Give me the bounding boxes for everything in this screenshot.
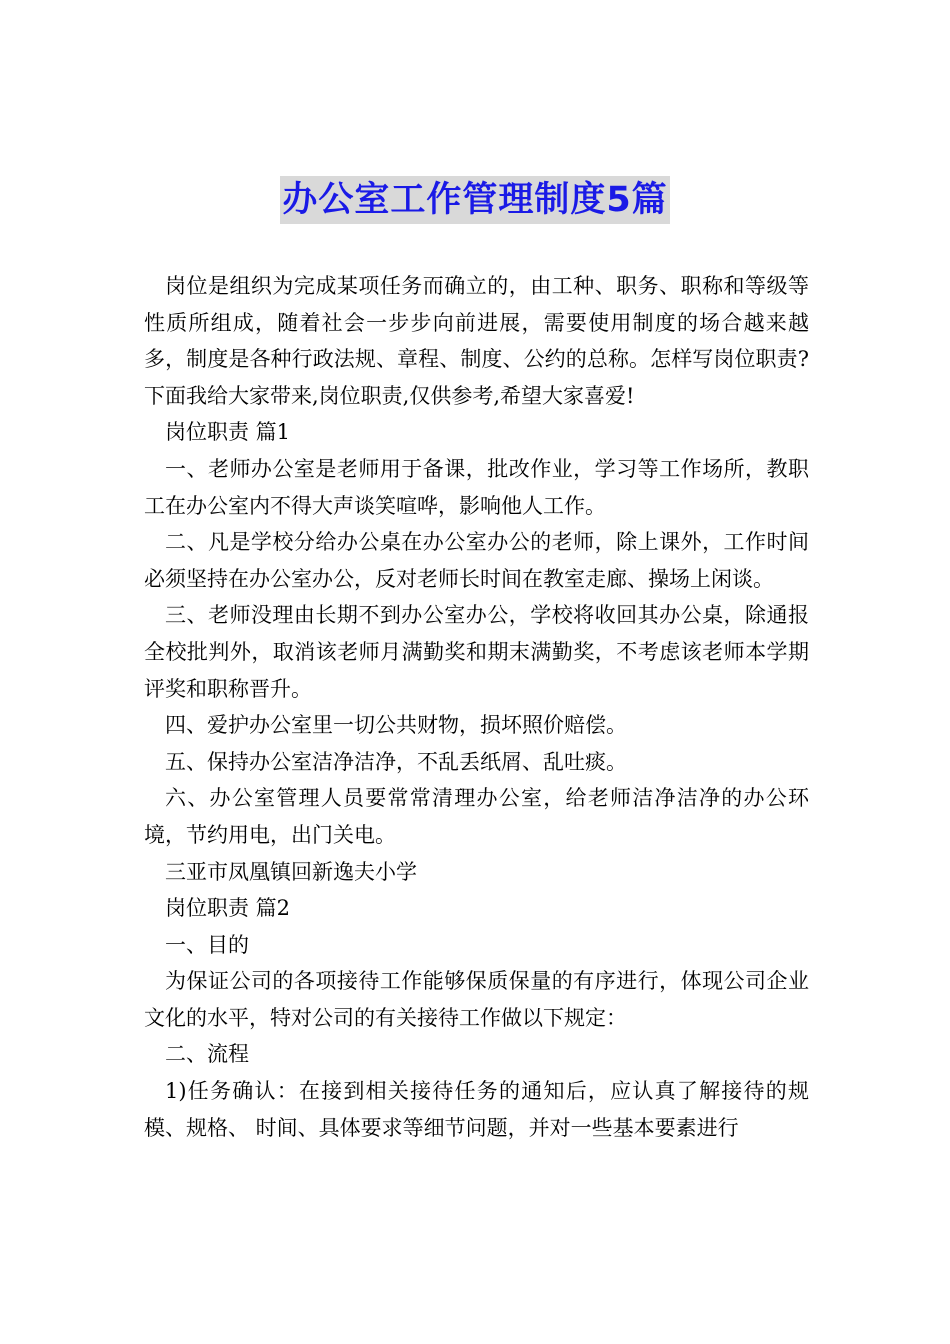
rule-paragraph: 五、保持办公室洁净洁净，不乱丢纸屑、乱吐痰。 [165, 749, 627, 774]
rule-paragraph: 二、凡是学校分给办公桌在办公室办公的老师，除上课外，工作时间必须坚持在办公室办公，反对老师长时间在教室走廊、操场上闲谈。 [144, 530, 809, 591]
subheading-purpose: 一、目的 [165, 932, 249, 957]
title-container [0, 176, 950, 224]
signature-line: 三亚市凤凰镇回新逸夫小学 [165, 859, 417, 884]
document-body [144, 268, 809, 1146]
rule-paragraph: 四、爱护办公室里一切公共财物，损坏照价赔偿。 [165, 713, 627, 738]
purpose-paragraph: 为保证公司的各项接待工作能够保质保量的有序进行，体现公司企业文化的水平，特对公司的有关接待工作做以下规定： [144, 969, 809, 1030]
intro-paragraph: 岗位是组织为完成某项任务而确立的，由工种、职务、职称和等级等性质所组成，随着社会一步步向前进展，需要使用制度的场合越来越多，制度是各种行政法规、章程、制度、公约的总称。怎样写岗位职责?下面我给大家带来,岗位职责,仅供参考,希望大家喜爱! [144, 274, 809, 408]
subheading-process: 二、流程 [165, 1042, 249, 1067]
process-paragraph: 1)任务确认：在接到相关接待任务的通知后，应认真了解接待的规模、规格、 时间、具体要求等细节问题，并对一些基本要素进行 [144, 1079, 809, 1140]
rule-paragraph: 三、老师没理由长期不到办公室办公，学校将收回其办公桌，除通报全校批判外，取消该老师月满勤奖和期末满勤奖，不考虑该老师本学期评奖和职称晋升。 [144, 603, 809, 701]
section-heading-2: 岗位职责 篇2 [165, 896, 291, 921]
section-heading-1: 岗位职责 篇1 [165, 420, 291, 445]
document-title: 办公室工作管理制度5篇 [280, 176, 669, 224]
rule-paragraph: 一、老师办公室是老师用于备课，批改作业，学习等工作场所，教职工在办公室内不得大声谈笑喧哗，影响他人工作。 [144, 456, 809, 518]
rule-paragraph: 六、办公室管理人员要常常清理办公室，给老师洁净洁净的办公环境，节约用电，出门关电。 [144, 786, 809, 847]
